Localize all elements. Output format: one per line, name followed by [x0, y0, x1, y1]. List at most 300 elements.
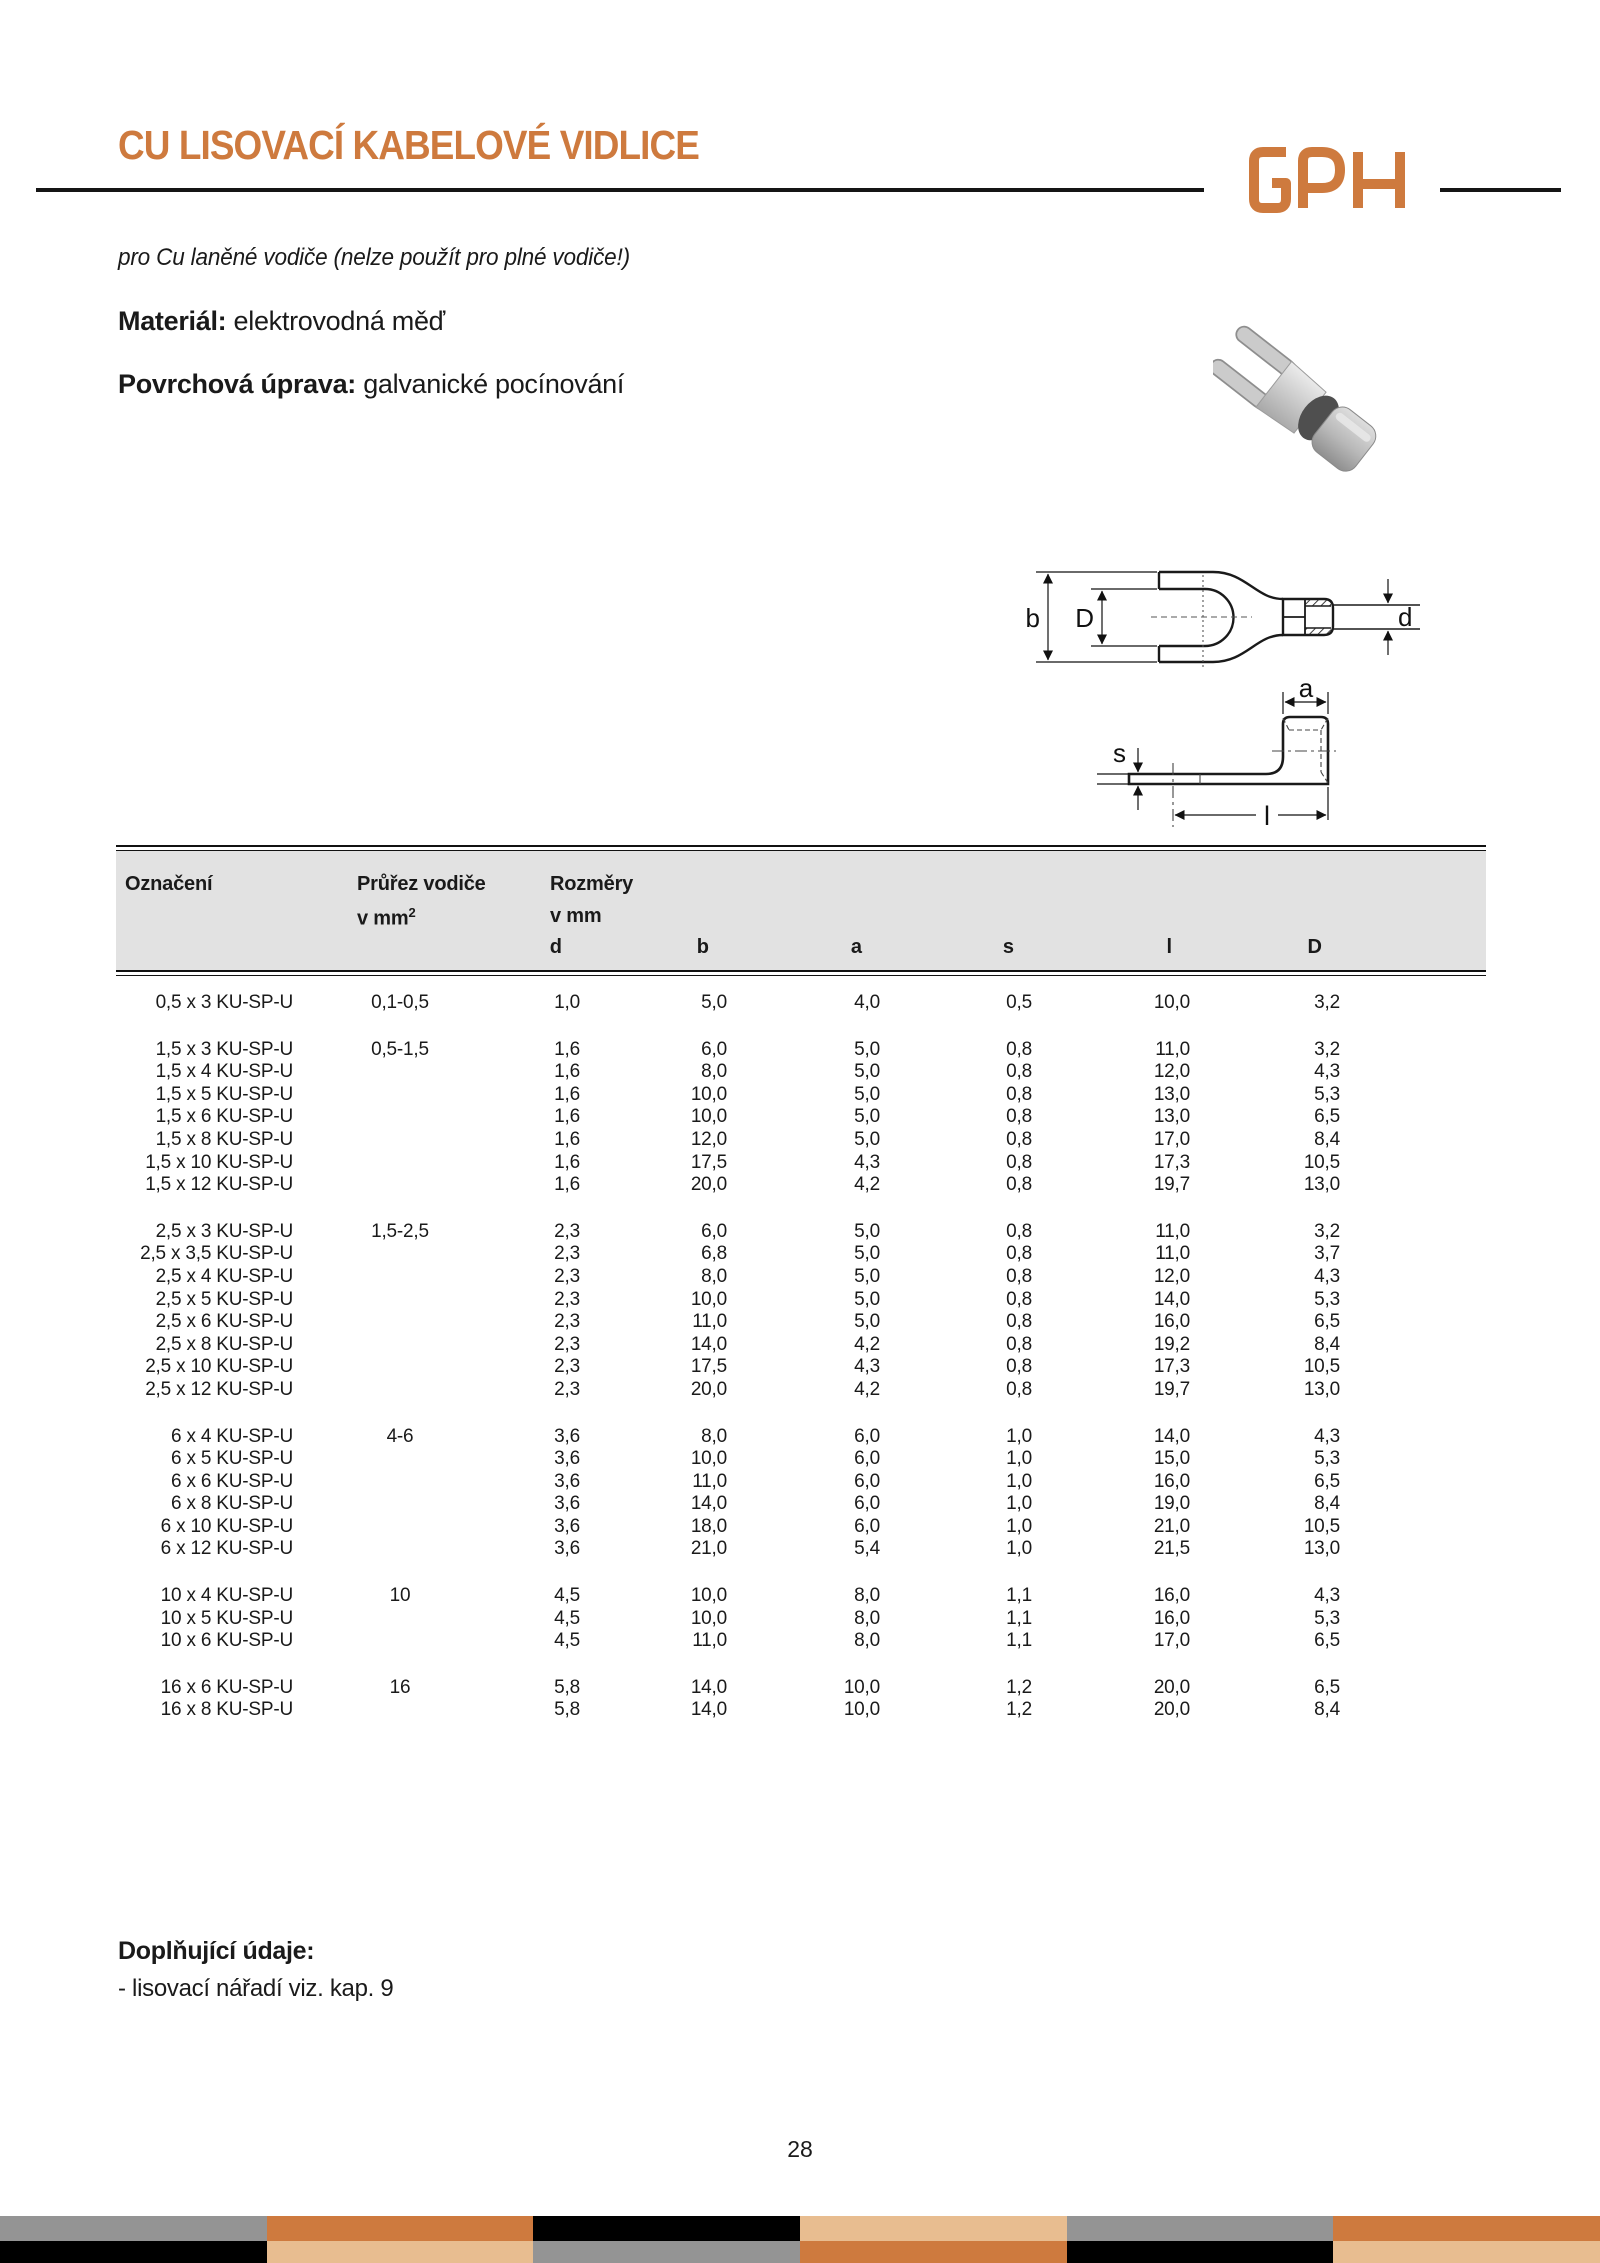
col-header-cross-section-unit	[357, 905, 415, 931]
dim-l	[1175, 787, 1328, 820]
footer-bar-segment-tan	[267, 2241, 534, 2263]
table-cell: 0,5-1,5	[371, 1038, 429, 1060]
product-table	[116, 845, 1486, 1722]
table-cell: 6,0	[854, 1515, 880, 1537]
table-cell: 1,5 x 6 KU-SP-U	[155, 1106, 293, 1128]
table-cell: 10,0	[843, 1676, 880, 1698]
table-cell: 11,0	[1155, 1243, 1190, 1265]
dim-label-l: l	[1264, 801, 1270, 831]
page-title: CU LISOVACÍ KABELOVÉ VIDLICE	[118, 122, 699, 168]
dimension-letter: d	[549, 936, 562, 958]
table-cell: 5,3	[1314, 1448, 1340, 1470]
dim-label-b: b	[1025, 603, 1040, 633]
table-cell: 19,7	[1153, 1378, 1190, 1400]
table-cell: 1,5 x 12 KU-SP-U	[145, 1174, 293, 1196]
table-cell: 15,0	[1153, 1448, 1190, 1470]
table-cell	[293, 1174, 507, 1197]
table-cell	[293, 1152, 507, 1175]
table-cell: 18,0	[690, 1515, 727, 1537]
table-cell: 17,5	[690, 1151, 727, 1173]
notes-title: Doplňující údaje:	[118, 1937, 315, 1965]
table-cell: 2,3	[554, 1220, 580, 1242]
table-cell: 4,0	[854, 992, 880, 1013]
table-cell: 0,8	[1006, 1128, 1032, 1150]
top-view-outline	[1159, 572, 1333, 662]
table-cell: 19,7	[1153, 1174, 1190, 1196]
table-cell	[293, 1311, 507, 1334]
table-cell: 0,8	[1006, 1151, 1032, 1173]
table-row	[116, 1243, 1486, 1266]
table-cell: 1,6	[554, 1083, 580, 1105]
table-cell: 0,8	[1006, 1174, 1032, 1196]
table-cell: 6,8	[701, 1243, 727, 1265]
table-cell: 3,6	[554, 1515, 580, 1537]
logo-letter-g	[1254, 152, 1286, 208]
dim-label-a: a	[1298, 673, 1314, 703]
table-cell: 6 x 4 KU-SP-U	[171, 1425, 293, 1447]
table-cell: 6 x 12 KU-SP-U	[160, 1538, 293, 1560]
table-cell: 5,8	[554, 1676, 580, 1698]
table-group	[116, 1039, 1486, 1197]
table-cell: 2,3	[554, 1378, 580, 1400]
table-cell: 0,8	[1006, 1311, 1032, 1333]
table-cell	[293, 1448, 507, 1471]
table-cell	[293, 1289, 507, 1312]
table-cell: 4,2	[854, 1378, 880, 1400]
table-cell: 11,0	[692, 1470, 727, 1492]
table-cell: 2,3	[554, 1311, 580, 1333]
table-cell: 10,5	[1303, 1151, 1340, 1173]
table-cell: 0,8	[1006, 1288, 1032, 1310]
table-cell: 1,5 x 5 KU-SP-U	[155, 1083, 293, 1105]
footer-bar-segment-orange	[800, 2241, 1067, 2263]
table-cell: 6 x 8 KU-SP-U	[171, 1493, 293, 1515]
table-cell: 21,0	[1153, 1515, 1190, 1537]
header-rule-right	[1440, 188, 1561, 192]
table-cell: 3,6	[554, 1470, 580, 1492]
table-cell: 6,0	[854, 1448, 880, 1470]
material-label: Materiál:	[118, 306, 227, 336]
table-cell: 3,6	[554, 1493, 580, 1515]
table-cell: 1,0	[1006, 1425, 1032, 1447]
table-group	[116, 1585, 1486, 1653]
table-cell: 0,8	[1006, 1083, 1032, 1105]
table-cell: 1,5 x 10 KU-SP-U	[145, 1151, 293, 1173]
table-cell: 6 x 10 KU-SP-U	[160, 1515, 293, 1537]
table-group	[116, 1677, 1486, 1722]
notes-line: - lisovací nářadí viz. kap. 9	[118, 1975, 394, 2002]
header-rule-left	[36, 188, 1204, 192]
table-cell: 8,0	[854, 1585, 880, 1607]
surface-label: Povrchová úprava:	[118, 369, 356, 399]
table-cell: 4,3	[854, 1356, 880, 1378]
table-cell: 10,0	[690, 1288, 727, 1310]
table-header	[116, 851, 1486, 970]
footer-bar-segment-black	[533, 2216, 800, 2241]
table-cell: 2,5 x 3,5 KU-SP-U	[140, 1243, 293, 1265]
table-cell: 0,5 x 3 KU-SP-U	[155, 992, 293, 1013]
footer-bar-top-row	[0, 2216, 1600, 2241]
dim-label-s: s	[1113, 738, 1126, 768]
table-cell: 5,0	[854, 1106, 880, 1128]
side-view-hidden-lines	[1173, 718, 1336, 827]
table-cell: 4-6	[386, 1425, 414, 1447]
table-cell: 10 x 4 KU-SP-U	[160, 1585, 293, 1607]
table-cell: 4,2	[854, 1333, 880, 1355]
table-cell: 4,2	[854, 1174, 880, 1196]
table-cell: 4,3	[1314, 1585, 1340, 1607]
crimp-hatch-bottom	[1305, 628, 1331, 635]
table-cell: 5,0	[854, 1083, 880, 1105]
table-group	[116, 1221, 1486, 1402]
surface-value: galvanické pocínování	[356, 369, 625, 399]
table-cell: 17,3	[1153, 1356, 1190, 1378]
dim-label-d: d	[1398, 602, 1413, 632]
dimension-letter: a	[850, 936, 862, 958]
table-cell: 12,0	[690, 1128, 727, 1150]
table-row	[116, 1266, 1486, 1289]
table-cell: 4,3	[1314, 1425, 1340, 1447]
table-cell: 12,0	[1153, 1061, 1190, 1083]
table-cell: 0,8	[1006, 1378, 1032, 1400]
table-row	[116, 1152, 1486, 1175]
table-row	[116, 1471, 1486, 1494]
table-cell: 16,0	[1153, 1470, 1190, 1492]
table-cell	[293, 1516, 507, 1539]
table-row	[116, 1039, 1486, 1062]
table-cell: 5,0	[701, 992, 727, 1013]
table-cell: 1,0	[1006, 1448, 1032, 1470]
table-cell: 3,2	[1314, 992, 1340, 1013]
table-cell: 21,5	[1153, 1538, 1190, 1560]
table-cell: 20,0	[1153, 1676, 1190, 1698]
table-cell: 13,0	[1303, 1378, 1340, 1400]
table-cell: 0,8	[1006, 1265, 1032, 1287]
table-cell: 14,0	[690, 1333, 727, 1355]
footer-bar-segment-orange	[267, 2216, 534, 2241]
table-row	[116, 1061, 1486, 1084]
table-cell: 8,4	[1314, 1699, 1340, 1721]
table-cell: 5,0	[854, 1038, 880, 1060]
dimension-letter: b	[696, 936, 709, 958]
table-cell: 16,0	[1153, 1607, 1190, 1629]
table-cell: 14,0	[690, 1676, 727, 1698]
table-cell	[293, 1630, 507, 1653]
footer-bar-segment-tan	[800, 2216, 1067, 2241]
dimension-letter: l	[1166, 936, 1172, 958]
table-row	[116, 1426, 1486, 1449]
table-cell: 20,0	[690, 1174, 727, 1196]
footer-bar-bottom-row	[0, 2241, 1600, 2263]
dim-b	[1036, 572, 1157, 662]
table-cell: 8,4	[1314, 1128, 1340, 1150]
table-cell: 1,0	[1006, 1538, 1032, 1560]
crimp-hatch-top	[1305, 600, 1331, 607]
table-cell	[293, 1608, 507, 1631]
table-cell: 3,2	[1314, 1220, 1340, 1242]
table-cell: 2,5 x 12 KU-SP-U	[145, 1378, 293, 1400]
table-cell: 2,3	[554, 1243, 580, 1265]
dimension-letter: D	[1307, 936, 1322, 958]
table-cell: 16 x 8 KU-SP-U	[160, 1699, 293, 1721]
unit-text: v mm	[357, 907, 409, 930]
table-cell: 5,0	[854, 1243, 880, 1265]
table-cell: 21,0	[690, 1538, 727, 1560]
table-cell: 3,7	[1314, 1243, 1340, 1265]
table-cell: 2,5 x 8 KU-SP-U	[155, 1333, 293, 1355]
table-cell: 16 x 6 KU-SP-U	[160, 1676, 293, 1698]
gph-logo	[1246, 143, 1408, 217]
table-cell: 0,8	[1006, 1061, 1032, 1083]
table-cell: 17,5	[690, 1356, 727, 1378]
table-cell: 8,4	[1314, 1333, 1340, 1355]
table-group	[116, 992, 1486, 1015]
table-cell: 4,3	[1314, 1265, 1340, 1287]
table-cell: 5,4	[854, 1538, 880, 1560]
table-cell: 1,5 x 3 KU-SP-U	[155, 1038, 293, 1060]
dimension-letter: s	[1002, 936, 1014, 958]
table-cell: 17,3	[1153, 1151, 1190, 1173]
table-row	[116, 1677, 1486, 1700]
table-cell: 6,5	[1314, 1676, 1340, 1698]
material-line	[118, 306, 445, 337]
table-cell: 14,0	[690, 1493, 727, 1515]
material-value: elektrovodná měď	[226, 306, 445, 336]
table-cell: 6,0	[701, 1220, 727, 1242]
table-cell: 6,0	[854, 1493, 880, 1515]
table-cell: 1,6	[554, 1061, 580, 1083]
table-cell: 3,2	[1314, 1038, 1340, 1060]
table-cell: 2,3	[554, 1265, 580, 1287]
table-cell: 16,0	[1153, 1585, 1190, 1607]
table-cell: 14,0	[1153, 1425, 1190, 1447]
center-lines	[1151, 575, 1252, 668]
surface-line	[118, 369, 624, 400]
table-cell: 3,6	[554, 1425, 580, 1447]
table-row	[116, 1448, 1486, 1471]
table-row	[116, 1379, 1486, 1402]
table-cell: 3,6	[554, 1538, 580, 1560]
table-cell: 6,0	[701, 1038, 727, 1060]
col-header-dimensions: Rozměry	[550, 873, 634, 895]
table-cell: 13,0	[1153, 1083, 1190, 1105]
table-cell: 6 x 5 KU-SP-U	[171, 1448, 293, 1470]
table-cell: 6 x 6 KU-SP-U	[171, 1470, 293, 1492]
table-cell: 10,0	[690, 1585, 727, 1607]
table-cell: 1,1	[1006, 1607, 1032, 1629]
table-row	[116, 1585, 1486, 1608]
table-cell: 8,0	[854, 1607, 880, 1629]
table-row	[116, 992, 1486, 1015]
table-cell: 16,0	[1153, 1311, 1190, 1333]
technical-drawing	[1000, 555, 1430, 845]
table-cell: 17,0	[1153, 1128, 1190, 1150]
table-row	[116, 1106, 1486, 1129]
table-cell: 8,0	[701, 1265, 727, 1287]
table-cell: 6,5	[1314, 1630, 1340, 1652]
table-cell: 0,5	[1006, 992, 1032, 1013]
table-cell: 1,5 x 4 KU-SP-U	[155, 1061, 293, 1083]
table-cell: 16	[389, 1676, 411, 1698]
table-cell: 13,0	[1303, 1538, 1340, 1560]
footer-bar-segment-black	[0, 2241, 267, 2263]
table-cell: 5,0	[854, 1061, 880, 1083]
table-cell: 11,0	[692, 1630, 727, 1652]
table-cell: 6,5	[1314, 1106, 1340, 1128]
table-cell	[293, 1084, 507, 1107]
table-cell	[293, 1471, 507, 1494]
table-cell: 5,0	[854, 1311, 880, 1333]
side-view-outline	[1129, 717, 1328, 784]
col-header-designation: Označení	[125, 873, 213, 895]
footer-bar-segment-gray	[533, 2241, 800, 2263]
table-header-bottom-rule	[116, 970, 1486, 976]
table-cell: 6,0	[854, 1470, 880, 1492]
table-row	[116, 1334, 1486, 1357]
table-cell: 0,8	[1006, 1333, 1032, 1355]
table-cell: 1,6	[554, 1128, 580, 1150]
table-cell: 8,0	[854, 1630, 880, 1652]
table-row	[116, 1630, 1486, 1653]
table-cell: 8,4	[1314, 1493, 1340, 1515]
table-cell: 11,0	[1155, 1220, 1190, 1242]
table-cell: 2,3	[554, 1288, 580, 1310]
table-row	[116, 1516, 1486, 1539]
table-row	[116, 1289, 1486, 1312]
table-cell	[293, 1106, 507, 1129]
table-cell	[293, 1061, 507, 1084]
table-cell: 3,6	[554, 1448, 580, 1470]
table-cell: 1,5 x 8 KU-SP-U	[155, 1128, 293, 1150]
table-cell: 6,5	[1314, 1470, 1340, 1492]
table-cell: 10,0	[843, 1699, 880, 1721]
table-cell	[293, 1493, 507, 1516]
dimension-letters-row	[116, 935, 1486, 959]
table-cell: 10,0	[690, 1083, 727, 1105]
table-cell: 4,3	[1314, 1061, 1340, 1083]
table-cell: 17,0	[1153, 1630, 1190, 1652]
table-cell: 0,8	[1006, 1243, 1032, 1265]
table-cell: 4,5	[554, 1607, 580, 1629]
table-cell: 1,0	[1006, 1493, 1032, 1515]
table-row	[116, 1699, 1486, 1722]
table-cell: 5,3	[1314, 1083, 1340, 1105]
table-cell: 0,8	[1006, 1038, 1032, 1060]
footer-bar-segment-tan	[1333, 2241, 1600, 2263]
table-cell: 14,0	[690, 1699, 727, 1721]
table-cell: 10,5	[1303, 1515, 1340, 1537]
table-row	[116, 1311, 1486, 1334]
table-cell: 20,0	[690, 1378, 727, 1400]
table-cell: 8,0	[701, 1061, 727, 1083]
table-cell: 0,1-0,5	[371, 992, 429, 1013]
table-cell: 10,0	[690, 1607, 727, 1629]
dim-D	[1091, 589, 1157, 646]
table-cell	[293, 1334, 507, 1357]
table-cell: 6,5	[1314, 1311, 1340, 1333]
table-cell: 2,5 x 6 KU-SP-U	[155, 1311, 293, 1333]
table-cell: 20,0	[1153, 1699, 1190, 1721]
table-cell	[293, 1699, 507, 1722]
table-cell	[293, 1538, 507, 1561]
product-photo-fork-terminal	[1213, 310, 1411, 480]
table-cell: 4,3	[854, 1151, 880, 1173]
table-cell: 0,8	[1006, 1106, 1032, 1128]
table-cell: 1,2	[1006, 1699, 1032, 1721]
table-cell: 1,1	[1006, 1585, 1032, 1607]
table-row	[116, 1356, 1486, 1379]
table-cell: 1,0	[554, 992, 580, 1013]
footer-bar-segment-gray	[1067, 2216, 1334, 2241]
table-row	[116, 1129, 1486, 1152]
table-cell	[293, 1379, 507, 1402]
table-cell: 13,0	[1153, 1106, 1190, 1128]
table-cell: 11,0	[1155, 1038, 1190, 1060]
footer-bar-segment-orange	[1333, 2216, 1600, 2241]
table-cell: 8,0	[701, 1425, 727, 1447]
table-cell: 1,6	[554, 1151, 580, 1173]
table-cell: 5,0	[854, 1128, 880, 1150]
dim-a	[1283, 692, 1328, 714]
wire-lines	[1333, 605, 1420, 629]
logo-letter-p	[1303, 152, 1340, 208]
table-cell: 4,5	[554, 1585, 580, 1607]
table-row	[116, 1084, 1486, 1107]
table-cell: 5,0	[854, 1288, 880, 1310]
footer-color-bar	[0, 2216, 1600, 2263]
table-row	[116, 1493, 1486, 1516]
table-cell: 2,5 x 4 KU-SP-U	[155, 1265, 293, 1287]
table-cell: 10,5	[1303, 1356, 1340, 1378]
footer-bar-segment-black	[1067, 2241, 1334, 2263]
table-cell: 10,0	[690, 1106, 727, 1128]
table-cell: 11,0	[692, 1311, 727, 1333]
table-cell: 1,2	[1006, 1676, 1032, 1698]
table-cell: 1,6	[554, 1106, 580, 1128]
table-cell	[293, 1356, 507, 1379]
table-cell: 0,8	[1006, 1220, 1032, 1242]
table-cell: 14,0	[1153, 1288, 1190, 1310]
table-cell: 5,3	[1314, 1288, 1340, 1310]
col-header-dimensions-unit: v mm	[550, 905, 602, 927]
unit-sup: 2	[408, 905, 416, 920]
table-cell: 10,0	[1153, 992, 1190, 1013]
table-cell: 0,8	[1006, 1356, 1032, 1378]
table-cell: 10 x 6 KU-SP-U	[160, 1630, 293, 1652]
table-cell: 2,5 x 10 KU-SP-U	[145, 1356, 293, 1378]
table-cell: 19,0	[1153, 1493, 1190, 1515]
table-cell: 5,0	[854, 1220, 880, 1242]
table-body	[116, 992, 1486, 1722]
table-cell: 10	[389, 1585, 411, 1607]
table-cell: 5,8	[554, 1699, 580, 1721]
dim-s	[1097, 748, 1138, 810]
table-cell: 2,5 x 5 KU-SP-U	[155, 1288, 293, 1310]
table-row	[116, 1221, 1486, 1244]
table-cell: 4,5	[554, 1630, 580, 1652]
table-cell: 10,0	[690, 1448, 727, 1470]
page-number: 28	[787, 2136, 813, 2162]
table-cell: 2,3	[554, 1356, 580, 1378]
subtitle: pro Cu laněné vodiče (nelze použít pro plné vodiče!)	[118, 244, 630, 271]
table-cell	[293, 1129, 507, 1152]
table-group	[116, 1426, 1486, 1562]
col-header-cross-section: Průřez vodiče	[357, 873, 486, 895]
table-cell	[293, 1266, 507, 1289]
table-cell: 19,2	[1153, 1333, 1190, 1355]
table-row	[116, 1174, 1486, 1197]
table-cell: 10 x 5 KU-SP-U	[160, 1607, 293, 1629]
